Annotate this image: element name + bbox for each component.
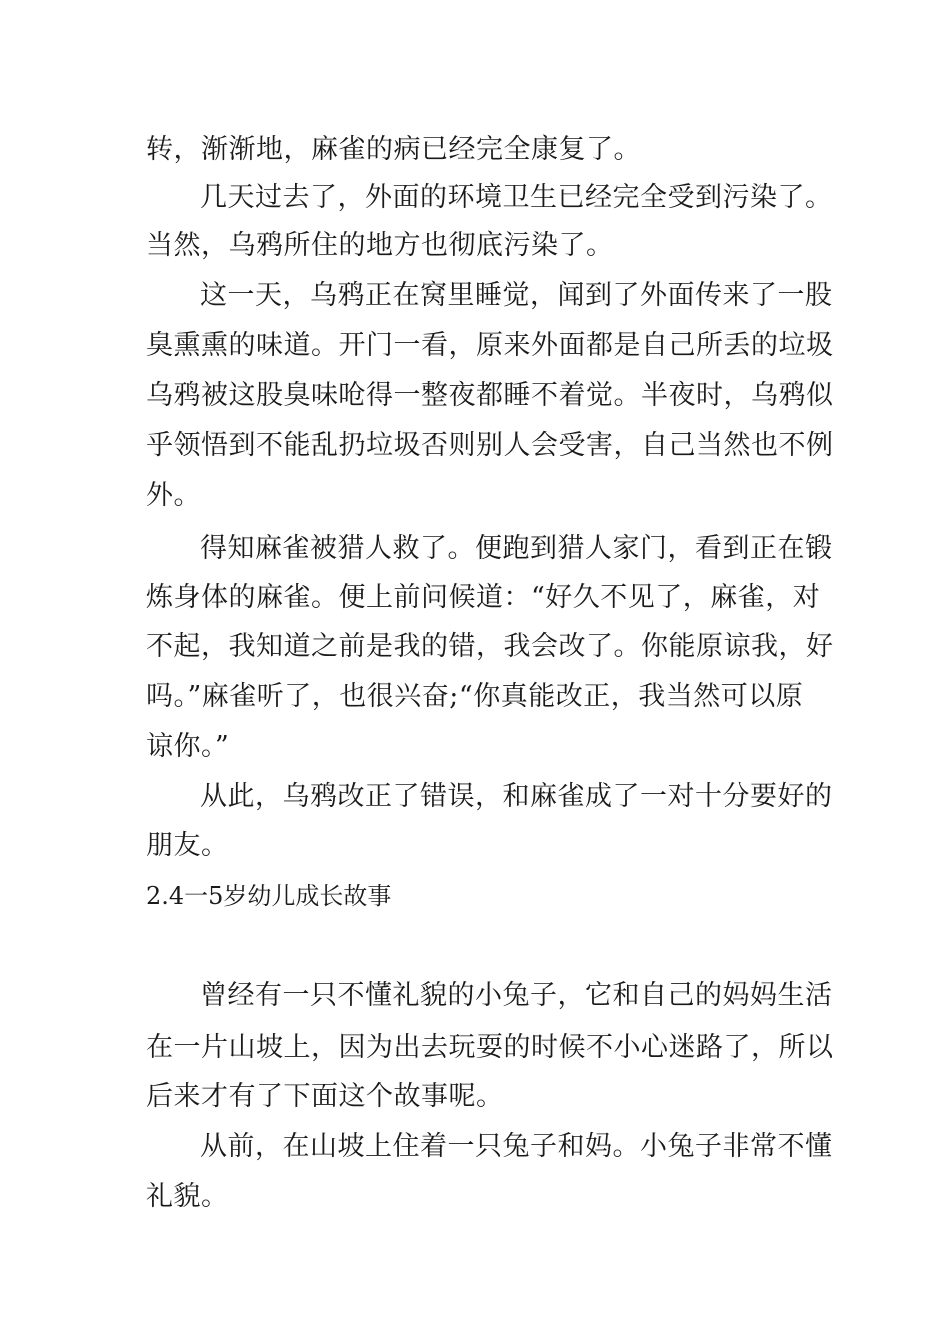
paragraph-line: 乎领悟到不能乱扔垃圾否则别人会受害，自己当然也不例 <box>146 430 834 461</box>
paragraph-line: 在一片山坡上，因为出去玩耍的时候不小心迷路了，所以 <box>146 1032 834 1063</box>
paragraph-line: 几天过去了，外面的环境卫生已经完全受到污染了。 <box>200 182 833 213</box>
paragraph-line: 从此，乌鸦改正了错误，和麻雀成了一对十分要好的 <box>200 781 833 812</box>
paragraph-line: 乌鸦被这股臭味呛得一整夜都睡不着觉。半夜时，乌鸦似 <box>146 380 834 411</box>
paragraph-line: 转，渐渐地，麻雀的病已经完全康复了。 <box>146 134 641 165</box>
paragraph-line: 礼貌。 <box>146 1181 229 1212</box>
section-heading: 2.4一5岁幼儿成长故事 <box>146 882 392 910</box>
paragraph-line: 朋友。 <box>146 830 229 861</box>
paragraph-line: 当然，乌鸦所住的地方也彻底污染了。 <box>146 230 614 261</box>
paragraph-line: 得知麻雀被猎人救了。便跑到猎人家门，看到正在锻 <box>200 533 833 564</box>
paragraph-line: 从前，在山坡上住着一只兔子和妈。小兔子非常不懂 <box>200 1131 833 1162</box>
paragraph-line: 吗。”麻雀听了，也很兴奋;“你真能改正，我当然可以原 <box>146 681 804 712</box>
paragraph-line: 谅你。” <box>146 731 230 762</box>
paragraph-line: 外。 <box>146 480 201 511</box>
paragraph-line: 炼身体的麻雀。便上前问候道：“好久不见了，麻雀，对 <box>146 582 821 613</box>
paragraph-line: 不起，我知道之前是我的错，我会改了。你能原谅我，好 <box>146 631 834 662</box>
paragraph-line: 后来才有了下面这个故事呢。 <box>146 1081 504 1112</box>
paragraph-line: 曾经有一只不懂礼貌的小兔子，它和自己的妈妈生活 <box>200 980 833 1011</box>
paragraph-line: 这一天，乌鸦正在窝里睡觉，闻到了外面传来了一股 <box>200 280 833 311</box>
paragraph-line: 臭熏熏的味道。开门一看，原来外面都是自己所丢的垃圾 <box>146 330 834 361</box>
